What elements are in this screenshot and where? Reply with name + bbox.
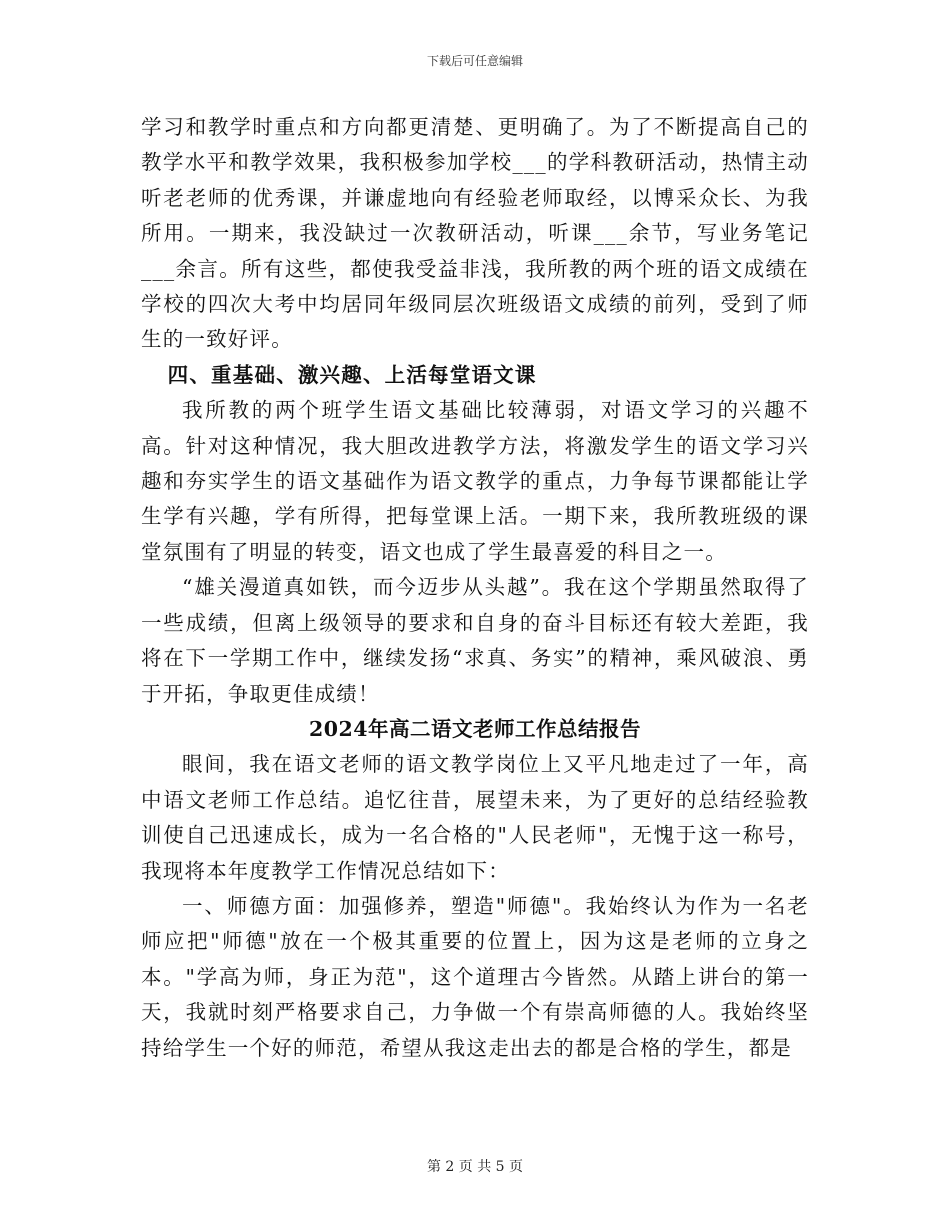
page-header: 下载后可任意编辑 [426,54,523,68]
paragraph-continuation: 学习和教学时重点和方向都更清楚、更明确了。为了不断提高自己的教学水平和教学效果，我积极参加学校___的学科教研活动，热情主动听老老师的优秀课，并谦虚地向有经验老师取经，以博采众长、为我所用。一期来，我没缺过一次教研活动，听课___余节，写业务笔记___余言。所有这些，都使我受益非浅，我所教的两个班的语文成绩在学校的四次大考中均居同年级同层次班级语文成绩的前列，受到了师生的一致好评。 [141,115,809,352]
section-heading-4: 四、重基础、激兴趣、上活每堂语文课 [167,362,537,387]
report-title: 2024年高二语文老师工作总结报告 [308,716,642,741]
paragraph-basics: 我所教的两个班学生语文基础比较薄弱，对语文学习的兴趣不高。针对这种情况，我大胆改进教学方法，将激发学生的语文学习兴趣和夯实学生的语文基础作为语文教学的重点，力争每节课都能让学生学有兴趣，学有所得，把每堂课上活。一期下来，我所教班级的课堂氛围有了明显的转变，语文也成了学生最喜爱的科目之一。 [141,398,809,564]
paragraph-conclusion: “雄关漫道真如铁，而今迈步从头越”。我在这个学期虽然取得了一些成绩，但离上级领导的要求和自身的奋斗目标还有较大差距，我将在下一学期工作中，继续发扬“求真、务实”的精神，乘风破浪、勇于开拓，争取更佳成绩！ [141,575,809,706]
paragraph-intro: 眼间，我在语文老师的语文教学岗位上又平凡地走过了一年，高中语文老师工作总结。追忆往昔，展望未来，为了更好的总结经验教训使自己迅速成长，成为一名合格的"人民老师"，无愧于这一称号，我现将本年度教学工作情况总结如下： [141,752,809,883]
document-body [141,110,809,1066]
page-number: 第 2 页 共 5 页 [426,1159,524,1175]
paragraph-ethics: 一、师德方面：加强修养，塑造"师德"。我始终认为作为一名老师应把"师德"放在一个极其重要的位置上，因为这是老师的立身之本。"学高为师，身正为范"，这个道理古今皆然。从踏上讲台的第一天，我就时刻严格要求自己，力争做一个有崇高师德的人。我始终坚持给学生一个好的师范，希望从我这走出去的都是合格的学生，都是 [141,893,809,1060]
